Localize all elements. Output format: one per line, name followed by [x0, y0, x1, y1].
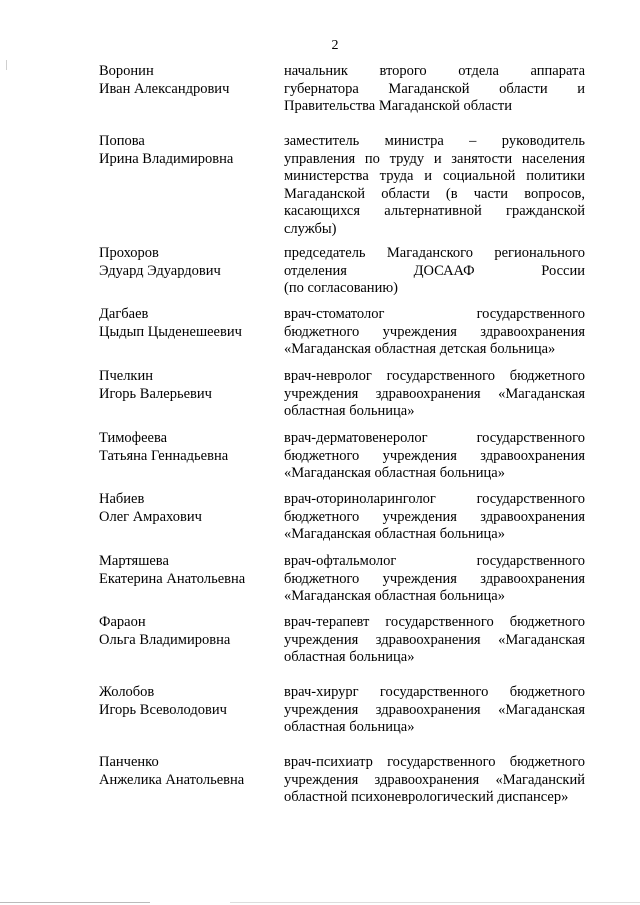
- member-name: [99, 430, 269, 465]
- position-line: министерства труда и социальной политики: [284, 168, 585, 184]
- member-surname: Жолобов: [99, 684, 155, 700]
- member-position: [284, 614, 585, 667]
- position-line: бюджетного учреждения здравоохранения: [284, 323, 585, 340]
- member-given-names: Эдуард Эдуардович: [99, 262, 221, 279]
- position-line: «Магаданская областная больница»: [284, 465, 505, 481]
- position-line: (по согласованию): [284, 280, 398, 296]
- position-line: «Магаданская областная больница»: [284, 526, 505, 542]
- member-surname: Мартяшева: [99, 553, 169, 569]
- position-line: учреждения здравоохранения «Магаданская: [284, 631, 585, 648]
- position-line: Правительства Магаданской области: [284, 98, 513, 114]
- scan-edge-mark: [0, 902, 150, 903]
- member-surname: Дагбаев: [99, 306, 149, 322]
- member-position: [284, 306, 585, 359]
- position-line: заместитель министра – руководитель: [284, 133, 585, 149]
- member-given-names: Анжелика Анатольевна: [99, 771, 245, 788]
- member-name: [99, 684, 269, 719]
- position-line: председатель Магаданского регионального: [284, 245, 585, 261]
- position-line: учреждения здравоохранения «Магаданская: [284, 701, 585, 718]
- position-line: врач-стоматолог государственного: [284, 306, 585, 322]
- member-surname: Тимофеева: [99, 430, 168, 446]
- member-position: [284, 133, 585, 238]
- position-line: бюджетного учреждения здравоохранения: [284, 447, 585, 464]
- member-name: [99, 754, 269, 789]
- position-line: «Магаданская областная детская больница»: [284, 341, 556, 357]
- member-given-names: Ольга Владимировна: [99, 631, 231, 648]
- page-number: 2: [331, 38, 339, 53]
- member-name: [99, 63, 269, 98]
- member-name: [99, 133, 269, 168]
- member-position: [284, 430, 585, 483]
- member-position: [284, 491, 585, 544]
- position-line: службы): [284, 220, 337, 237]
- member-position: [284, 245, 585, 298]
- position-line: врач-невролог государственного бюджетного: [284, 368, 585, 384]
- position-line: начальник второго отдела аппарата: [284, 63, 585, 79]
- position-line: учреждения здравоохранения «Магаданская: [284, 385, 585, 402]
- member-given-names: Ирина Владимировна: [99, 150, 234, 167]
- member-name: [99, 614, 269, 649]
- position-line: областной психоневрологический диспансер»: [284, 789, 569, 805]
- position-line: врач-офтальмолог государственного: [284, 553, 585, 569]
- member-surname: Попова: [99, 133, 145, 149]
- member-position: [284, 684, 585, 737]
- member-position: [284, 553, 585, 606]
- member-given-names: Игорь Валерьевич: [99, 385, 212, 402]
- member-name: [99, 306, 269, 341]
- position-line: отделения ДОСААФ России: [284, 262, 585, 279]
- position-line: врач-терапевт государственного бюджетного: [284, 614, 585, 630]
- scan-edge-mark: [230, 902, 640, 903]
- position-line: учреждения здравоохранения «Магаданский: [284, 771, 585, 788]
- position-line: касающихся альтернативной гражданской: [284, 203, 585, 219]
- member-surname: Фараон: [99, 614, 146, 630]
- member-given-names: Игорь Всеволодович: [99, 701, 227, 718]
- position-line: врач-психиатр государственного бюджетного: [284, 754, 585, 770]
- member-surname: Панченко: [99, 754, 159, 770]
- member-name: [99, 491, 269, 526]
- position-line: бюджетного учреждения здравоохранения: [284, 508, 585, 525]
- member-surname: Пчелкин: [99, 368, 153, 384]
- member-position: [284, 368, 585, 421]
- position-line: «Магаданская областная больница»: [284, 588, 505, 604]
- member-given-names: Татьяна Геннадьевна: [99, 447, 229, 464]
- position-line: областная больница»: [284, 649, 415, 665]
- member-position: [284, 63, 585, 116]
- position-line: губернатора Магаданской области и: [284, 80, 585, 97]
- member-given-names: Олег Амрахович: [99, 508, 202, 525]
- member-name: [99, 553, 269, 588]
- member-surname: Набиев: [99, 491, 145, 507]
- member-name: [99, 245, 269, 280]
- position-line: областная больница»: [284, 719, 415, 735]
- position-line: областная больница»: [284, 403, 415, 419]
- position-line: бюджетного учреждения здравоохранения: [284, 570, 585, 587]
- member-name: [99, 368, 269, 403]
- scan-edge-mark: [6, 60, 7, 70]
- position-line: врач-хирург государственного бюджетного: [284, 684, 585, 700]
- position-line: Магаданской области (в части вопросов,: [284, 185, 585, 202]
- member-surname: Воронин: [99, 63, 154, 79]
- position-line: врач-оториноларинголог государственного: [284, 491, 585, 507]
- member-given-names: Цыдып Цыденешеевич: [99, 323, 242, 340]
- member-surname: Прохоров: [99, 245, 159, 261]
- member-given-names: Екатерина Анатольевна: [99, 570, 246, 587]
- position-line: управления по труду и занятости населения: [284, 150, 585, 167]
- position-line: врач-дерматовенеролог государственного: [284, 430, 585, 446]
- member-given-names: Иван Александрович: [99, 80, 230, 97]
- member-position: [284, 754, 585, 807]
